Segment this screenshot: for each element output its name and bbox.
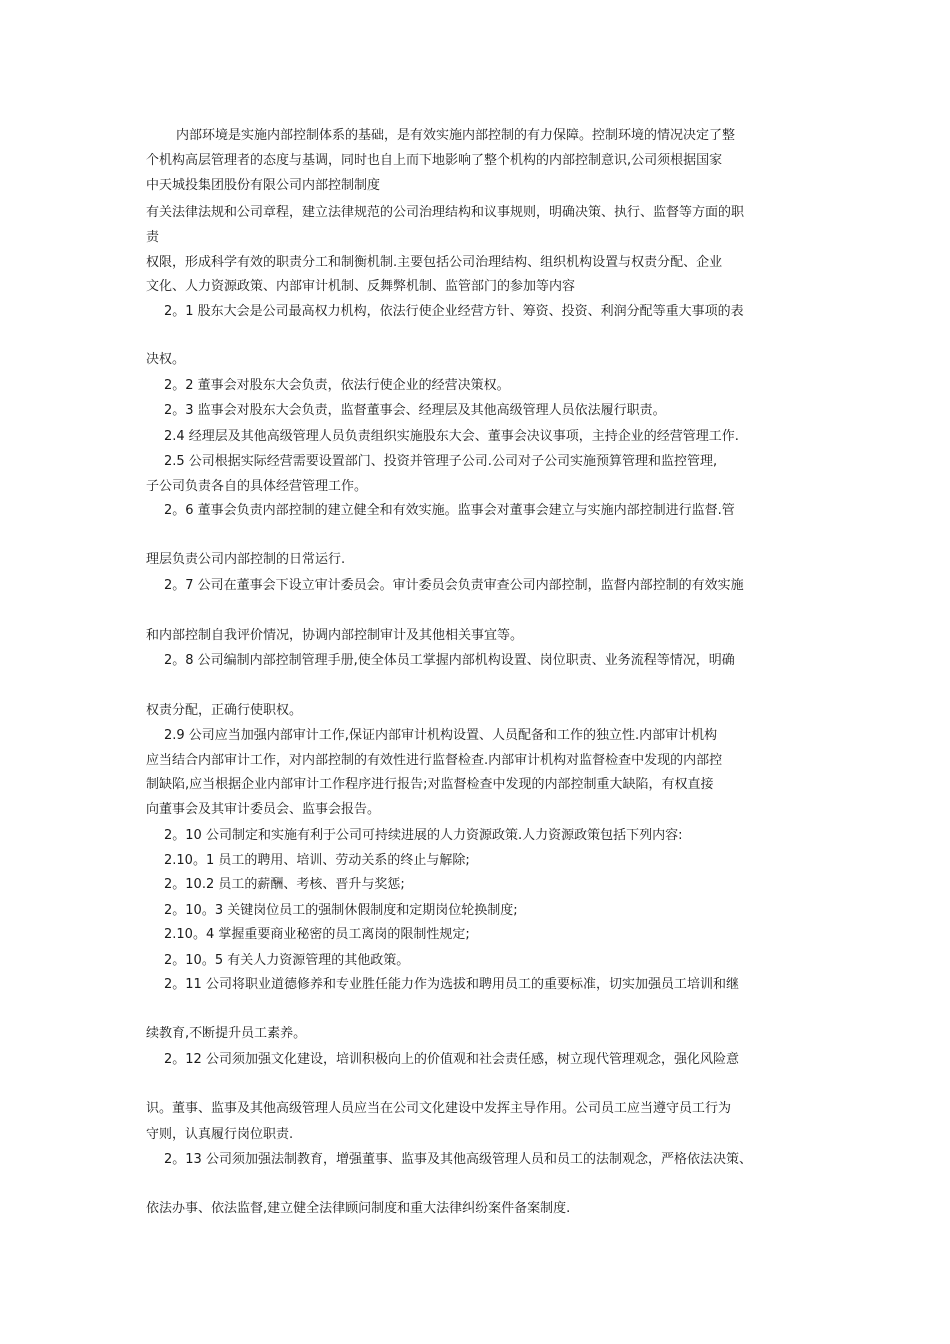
clause-2-6: 2。6 董事会负责内部控制的建立健全和有效实施。监事会对董事会建立与实施内部控制进行监督.管 [164, 503, 735, 518]
intro-line: 权限，形成科学有效的职责分工和制衡机制.主要包括公司治理结构、组织机构设置与权责分配、企业 [146, 255, 723, 270]
clause-2-12-cont: 守则，认真履行岗位职责. [146, 1127, 294, 1142]
clause-2-9-cont: 向董事会及其审计委员会、监事会报告。 [146, 802, 381, 817]
clause-2-8-cont: 权责分配，正确行使职权。 [146, 703, 303, 718]
clause-2-7-cont: 和内部控制自我评价情况，协调内部控制审计及其他相关事宜等。 [146, 628, 524, 643]
document-title: 中天城投集团股份有限公司内部控制制度 [146, 178, 381, 193]
clause-2-4: 2.4 经理层及其他高级管理人员负责组织实施股东大会、董事会决议事项，主持企业的经营管理工作. [164, 429, 739, 444]
clause-2-10: 2。10 公司制定和实施有利于公司可持续进展的人力资源政策.人力资源政策包括下列内容: [164, 828, 683, 843]
clause-2-9-cont: 应当结合内部审计工作，对内部控制的有效性进行监督检查.内部审计机构对监督检查中发现的内部控 [146, 753, 723, 768]
clause-2-12-cont: 识。董事、监事及其他高级管理人员应当在公司文化建设中发挥主导作用。公司员工应当遵守员工行为 [146, 1101, 732, 1116]
clause-2-9: 2.9 公司应当加强内部审计工作,保证内部审计机构设置、人员配备和工作的独立性.内部审计机构 [164, 728, 718, 743]
clause-2-10-4: 2.10。4 掌握重要商业秘密的员工离岗的限制性规定; [164, 927, 470, 942]
clause-2-11: 2。11 公司将职业道德修养和专业胜任能力作为选拔和聘用员工的重要标准，切实加强员工培训和继 [164, 977, 739, 992]
clause-2-5-cont: 子公司负责各自的具体经营管理工作。 [146, 479, 368, 494]
clause-2-10-3: 2。10。3 关键岗位员工的强制休假制度和定期岗位轮换制度; [164, 903, 518, 918]
clause-2-13: 2。13 公司须加强法制教育，增强董事、监事及其他高级管理人员和员工的法制观念，严格依法决策、 [164, 1152, 752, 1167]
clause-2-10-1: 2.10。1 员工的聘用、培训、劳动关系的终止与解除; [164, 853, 470, 868]
clause-2-13-cont: 依法办事、依法监督,建立健全法律顾问制度和重大法律纠纷案件备案制度. [146, 1201, 571, 1216]
clause-2-8: 2。8 公司编制内部控制管理手册,使全体员工掌握内部机构设置、岗位职责、业务流程等情况，明确 [164, 653, 735, 668]
clause-2-6-cont: 理层负责公司内部控制的日常运行. [146, 552, 346, 567]
clause-2-1-cont: 决权。 [146, 352, 186, 367]
clause-2-7: 2。7 公司在董事会下设立审计委员会。审计委员会负责审查公司内部控制，监督内部控制的有效实施 [164, 578, 744, 593]
clause-2-5: 2.5 公司根据实际经营需要设置部门、投资并管理子公司.公司对子公司实施预算管理和监控管理, [164, 454, 718, 469]
intro-line: 责 [146, 230, 160, 245]
clause-2-2: 2。2 董事会对股东大会负责，依法行使企业的经营决策权。 [164, 378, 510, 393]
intro-line: 有关法律法规和公司章程，建立法律规范的公司治理结构和议事规则，明确决策、执行、监督等方面的职 [146, 205, 745, 220]
clause-2-9-cont: 制缺陷,应当根据企业内部审计工作程序进行报告;对监督检查中发现的内部控制重大缺陷，有权直接 [146, 777, 714, 792]
clause-2-1: 2。1 股东大会是公司最高权力机构，依法行使企业经营方针、筹资、投资、利润分配等重大事项的表 [164, 304, 744, 319]
intro-line: 文化、人力资源政策、内部审计机制、反舞弊机制、监管部门的参加等内容 [146, 279, 576, 294]
clause-2-11-cont: 续教育,不断提升员工素养。 [146, 1026, 307, 1041]
clause-2-12: 2。12 公司须加强文化建设，培训积极向上的价值观和社会责任感，树立现代管理观念，强化风险意 [164, 1052, 739, 1067]
clause-2-10-2: 2。10.2 员工的薪酬、考核、晋升与奖惩; [164, 877, 405, 892]
clause-2-10-5: 2。10。5 有关人力资源管理的其他政策。 [164, 953, 410, 968]
intro-line: 内部环境是实施内部控制体系的基础，是有效实施内部控制的有力保障。控制环境的情况决定了整 [176, 128, 736, 143]
clause-2-3: 2。3 监事会对股东大会负责，监督董事会、经理层及其他高级管理人员依法履行职责。 [164, 403, 666, 418]
intro-line: 个机构高层管理者的态度与基调，同时也自上而下地影响了整个机构的内部控制意识,公司须根据国家 [146, 153, 723, 168]
